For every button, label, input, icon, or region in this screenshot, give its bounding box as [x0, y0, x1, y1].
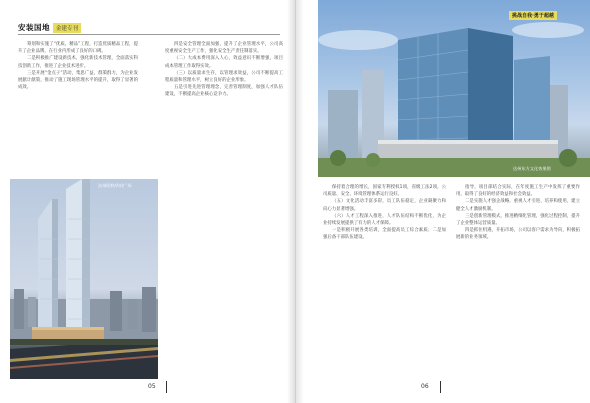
skyscraper-photo-art [10, 179, 158, 379]
paragraph: 二是实施人才强企战略，重视人才引进、培养和使用，建立健全人才激励机制。 [456, 199, 580, 212]
building-photo [10, 179, 158, 379]
gutter-shadow [296, 0, 304, 403]
right-header-tag: 挑战自我·勇于超越 [509, 11, 557, 20]
photo-caption: 达州阳秋华府广场 [98, 183, 132, 188]
paragraph: （二）大成本费用深入人心，效益意识不断增强，项目成本管理工作取得实效。 [165, 56, 283, 69]
left-text-column-2 [165, 41, 283, 386]
page-number-rule [166, 381, 167, 393]
header-rule [18, 34, 280, 35]
paragraph: 四是抓住机遇，开拓市场，公司以客户需求为导向，积极拓展新的业务领域。 [456, 228, 580, 241]
paragraph: 筹划和实施了“优质、精品”工程，打造优质精品工程，提升了企业品牌，在行业内形成了良好的口碑。 [18, 42, 138, 55]
paragraph: 二是积极推广建设新技术，强化新技术管理，全面落实科技创新工作，推进了企业技术进步。 [18, 56, 138, 69]
building-rendering-art [318, 0, 590, 177]
paragraph: 指导，项目部结合实际，在年度施工生产中发挥了重要作用，取得了良好的经济效益和社会效益。 [456, 185, 580, 198]
paragraph: （六）人才工程深入推进，人才队伍结构不断优化，为企业持续发展提供了有力的人才保障。 [323, 213, 446, 227]
right-text-column-2 [456, 184, 580, 389]
paragraph: 四是安全管理全面加强，提升了企业管理水平，公司高度重视安全生产工作，强化安全生产责任制落实。 [165, 42, 283, 55]
right-text-column-1 [323, 184, 446, 389]
page-number: 06 [421, 383, 429, 390]
left-text-column-1 [18, 41, 138, 175]
paragraph: 五是引进先进管理理念，完善管理制度，加强人才队伍建设，不断提高企业核心竞争力。 [165, 85, 283, 98]
paragraph: 三是创新管理模式，推进精细化管理，强化过程控制，提升了企业整体运营质量。 [456, 213, 580, 227]
rendering-photo [318, 0, 590, 177]
left-header-tag: 金建专刊 [53, 23, 81, 33]
left-header [18, 22, 81, 33]
paragraph: 三是开展“金点子”活动，集思广益，群策群力，为企业发展献计献策，推动了施工现场管理水平的提升，取得了显著的成效。 [18, 70, 138, 91]
page-number-rule [440, 381, 441, 393]
paragraph: （三）以质量求生存，以管理求效益，公司不断提高工程质量和管理水平，树立良好的企业形象。 [165, 70, 283, 84]
gutter-shadow [287, 0, 295, 403]
paragraph: 一是积极开展各类培训，全面提高员工综合素质；二是加强后备干部队伍建设。 [323, 228, 446, 241]
left-header-title: 安装国地 [18, 23, 50, 32]
paragraph: （五）文化活动丰富多彩，员工队伍稳定，企业凝聚力和向心力显著增强。 [323, 199, 446, 212]
photo-caption: 达州东方文化效果图 [513, 166, 551, 171]
page-number: 05 [148, 383, 156, 390]
paragraph: 保持着合理的增长，国家专利授权1项，省级工法2项，公司质量、安全、环境管理体系运行良好。 [323, 185, 446, 198]
